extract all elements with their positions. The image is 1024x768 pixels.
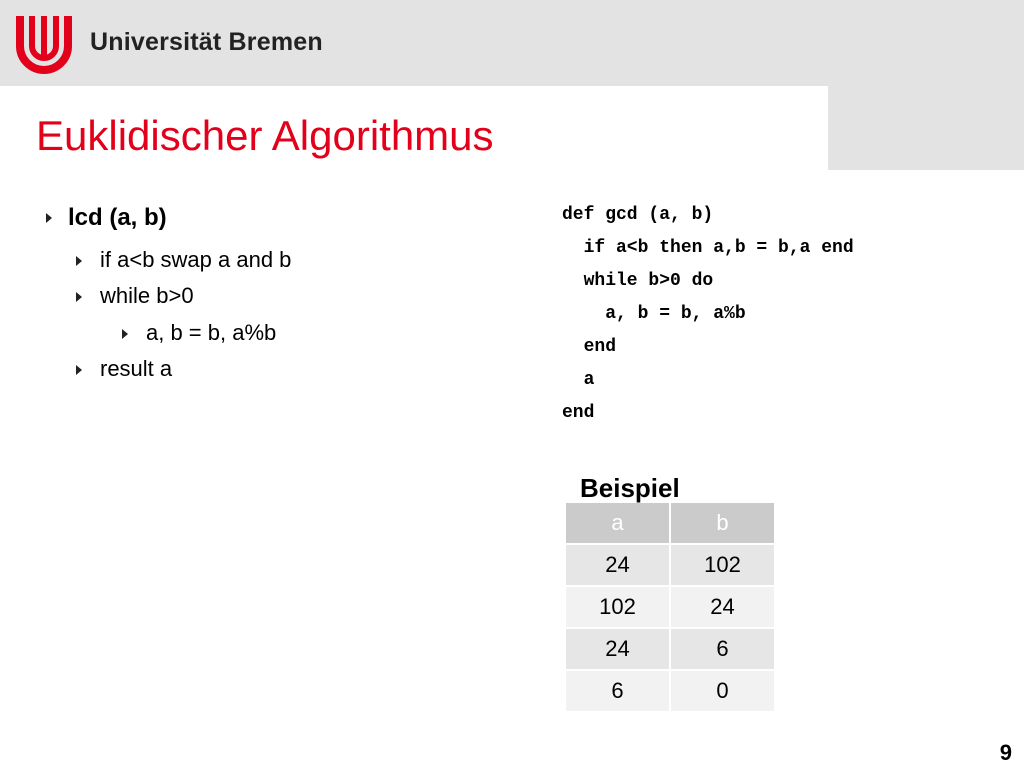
table-row (566, 586, 775, 628)
code-line: end (562, 403, 595, 423)
table-cell: 6 (566, 670, 670, 712)
header-side-band (828, 86, 1024, 170)
bullet-arrow-icon (76, 256, 82, 266)
bullet-arrow-icon (76, 365, 82, 375)
bullet-assign (122, 320, 276, 346)
bullet-arrow-icon (122, 329, 128, 339)
bullet-main (46, 204, 167, 232)
code-line: end (562, 337, 617, 357)
university-logo-icon (10, 12, 78, 76)
table-cell: 0 (670, 670, 775, 712)
table-cell: 24 (670, 586, 775, 628)
table-cell: 6 (670, 628, 775, 670)
code-line: while b>0 do (562, 271, 714, 291)
bullet-arrow-icon (76, 292, 82, 302)
bullet-assign-text: a, b = b, a%b (146, 320, 277, 345)
bullet-while-text: while b>0 (100, 283, 194, 308)
slide-title: Euklidischer Algorithmus (36, 112, 494, 159)
code-line: a (562, 370, 595, 390)
example-table (566, 503, 776, 713)
bullet-arrow-icon (46, 213, 52, 223)
table-header-row (566, 503, 775, 544)
table-row (566, 670, 775, 712)
bullet-result (76, 356, 172, 382)
table-cell: 102 (566, 586, 670, 628)
column-header-a: a (566, 503, 670, 544)
table-row (566, 544, 775, 586)
table-row (566, 628, 775, 670)
column-header-b: b (670, 503, 775, 544)
bullet-swap-text: if a<b swap a and b (100, 247, 292, 272)
bullet-swap (76, 247, 291, 273)
page-number: 9 (999, 740, 1012, 765)
table-cell: 102 (670, 544, 775, 586)
code-line: def gcd (a, b) (562, 205, 714, 225)
bullet-main-text: lcd (a, b) (68, 204, 167, 231)
table-cell: 24 (566, 544, 670, 586)
code-line: a, b = b, a%b (562, 304, 746, 324)
example-heading: Beispiel (580, 473, 680, 503)
table-cell: 24 (566, 628, 670, 670)
code-line: if a<b then a,b = b,a end (562, 238, 854, 258)
bullet-while (76, 283, 194, 309)
bullet-result-text: result a (100, 356, 173, 381)
university-name: Universität Bremen (90, 28, 323, 56)
